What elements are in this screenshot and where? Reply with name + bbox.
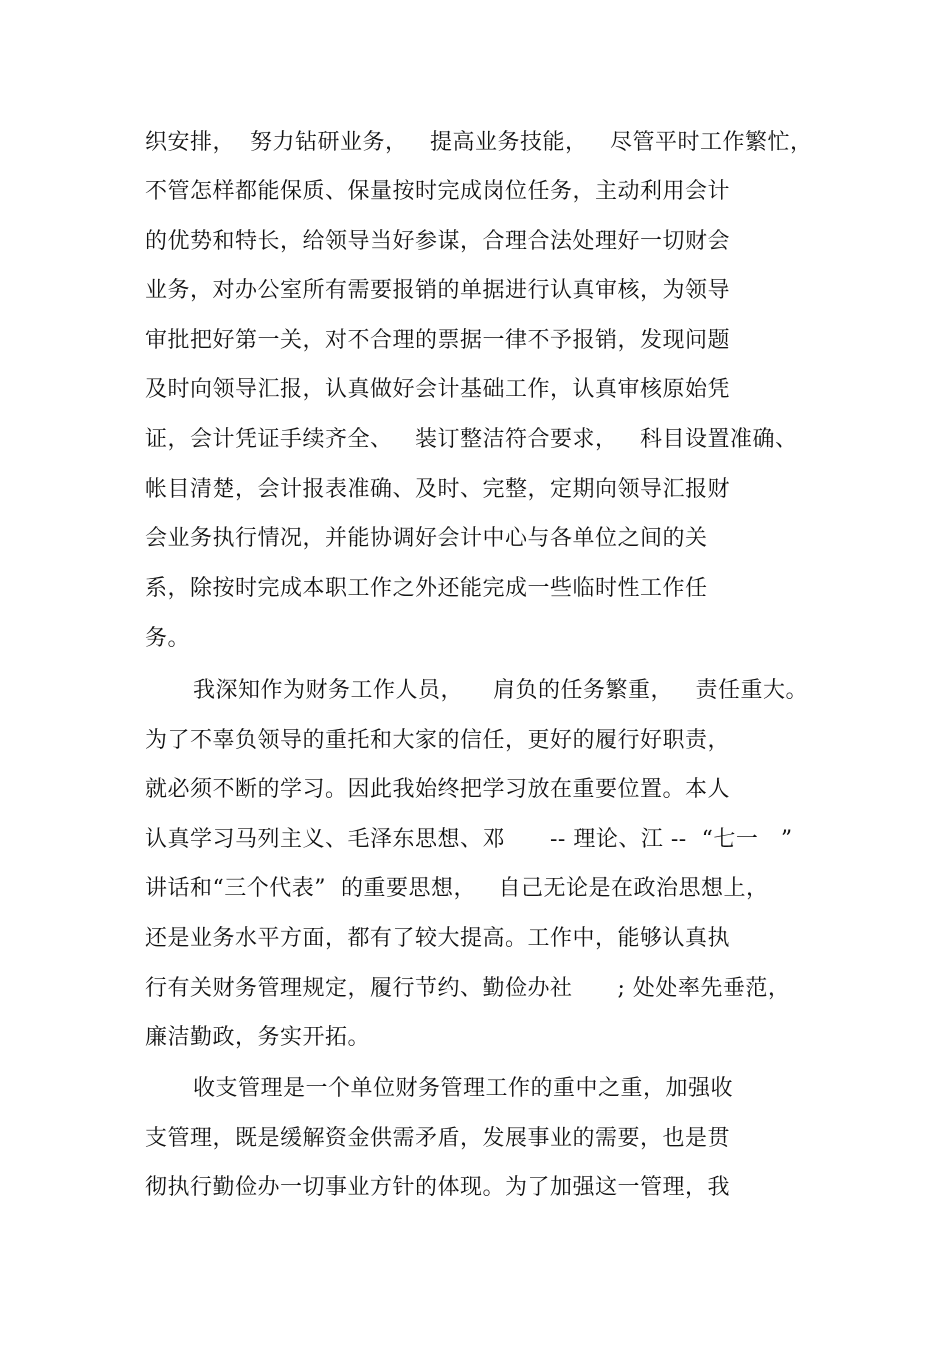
paragraph-1-line: 证，会计凭证手续齐全、 装订整洁符合要求， 科目设置准确、 bbox=[145, 427, 798, 452]
paragraph-1-line: 不管怎样都能保质、保量按时完成岗位任务，主动利用会计 bbox=[145, 179, 731, 204]
paragraph-2-line: 讲话和“三个代表” 的重要思想， 自己无论是在政治思想上， bbox=[145, 876, 769, 901]
paragraph-2-line: 廉洁勤政，务实开拓。 bbox=[145, 1025, 371, 1050]
paragraph-2-line: 为了不辜负领导的重托和大家的信任，更好的履行好职责， bbox=[145, 728, 731, 753]
paragraph-3-line: 收支管理是一个单位财务管理工作的重中之重，加强收 bbox=[193, 1076, 734, 1101]
paragraph-2-line: 我深知作为财务工作人员， 肩负的任务繁重， 责任重大。 bbox=[193, 678, 808, 703]
paragraph-2-line: 还是业务水平方面，都有了较大提高。工作中，能够认真执 bbox=[145, 926, 731, 951]
paragraph-1-line: 及时向领导汇报，认真做好会计基础工作，认真审核原始凭 bbox=[145, 377, 731, 402]
paragraph-1-line: 织安排， 努力钻研业务， 提高业务技能， 尽管平时工作繁忙， bbox=[145, 130, 813, 155]
paragraph-2-line: 就必须不断的学习。因此我始终把学习放在重要位置。本人 bbox=[145, 777, 731, 802]
paragraph-1-line: 帐目清楚，会计报表准确、及时、完整，定期向领导汇报财 bbox=[145, 477, 731, 502]
paragraph-2-line: 行有关财务管理规定，履行节约、勤俭办社 ; 处处率先垂范， bbox=[145, 976, 791, 1001]
paragraph-1-line: 的优势和特长，给领导当好参谋，合理合法处理好一切财会 bbox=[145, 229, 731, 254]
paragraph-1-line: 系，除按时完成本职工作之外还能完成一些临时性工作任 bbox=[145, 576, 708, 601]
paragraph-3-line: 彻执行勤俭办一切事业方针的体现。为了加强这一管理，我 bbox=[145, 1175, 731, 1200]
paragraph-1-line: 务。 bbox=[145, 626, 191, 651]
paragraph-2-line: 认真学习马列主义、毛泽东思想、邓 -- 理论、江 -- “七一 ” bbox=[145, 827, 793, 852]
paragraph-1-line: 审批把好第一关，对不合理的票据一律不予报销，发现问题 bbox=[145, 328, 731, 353]
paragraph-1-line: 会业务执行情况，并能协调好会计中心与各单位之间的关 bbox=[145, 526, 708, 551]
paragraph-3-line: 支管理，既是缓解资金供需矛盾，发展事业的需要，也是贯 bbox=[145, 1126, 731, 1151]
paragraph-1-line: 业务，对办公室所有需要报销的单据进行认真审核，为领导 bbox=[145, 278, 731, 303]
